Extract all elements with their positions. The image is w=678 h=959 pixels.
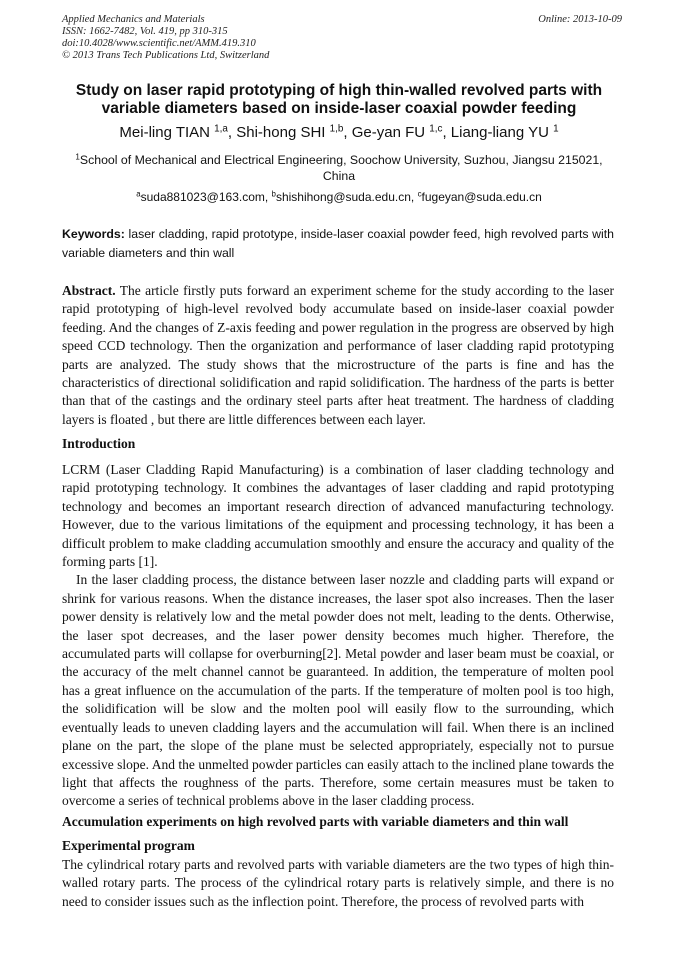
author: Ge-yan FU $^{1,c}$ <box>351 123 443 141</box>
affiliation: $^1$School of Mechanical and Electrical Engineering, Soochow University, Suzhou, Jiangsu 215021, China <box>75 152 603 183</box>
author: Mei-ling TIAN $^{1,a}$ <box>119 123 228 141</box>
experimental-program-body: The cylindrical rotary parts and revolved parts with variable diameters are the two types of high thin-walled rotary parts. The process of the cylindrical rotary parts is relatively simple, and there is no need to consider issues such as the inflection point. Therefore, the process of revolved parts with <box>62 857 614 909</box>
abstract <box>62 282 614 429</box>
paragraph: In the laser cladding process, the distance between laser nozzle and cladding parts will expand or shrink for various reasons. When the distance increases, the laser spot also increases. Then the laser power density is relatively low and the metal powder does not melt, leading to the dents. Otherwise, the laser spot decreases, and the laser power density becomes much higher. Therefore, the accumulated parts will collapse for overburning[2]. Metal powder and laser beam must be coaxial, or the accuracy of the melt channel cannot be guaranteed. In addition, the temperature of molten pool has a great influence on the accumulation of the parts. If the temperature of molten pool is too high, the solidification will be slow and the molten pool will easily flow to the surrounding, which eventually leads to uneven cladding layers and the accumulation will fail. When there is an inclined plane on the part, the slope of the plane must be selected appropriately, especially not to pursue excessive slope. And the unmelted powder particles can easily attach to the inclined plane towards the light that affects the roughness of the parts. Therefore, some certain measures must be taken to overcome a series of technical problems above in the laser cladding process. <box>62 572 614 809</box>
email: $^b$shishihong@suda.edu.cn <box>271 189 411 204</box>
paragraph: LCRM (Laser Cladding Rapid Manufacturing) is a combination of laser cladding technology and rapid prototyping technology. It combines the advantages of laser cladding and rapid prototyping technology and becomes an important research direction of advanced manufacturing technology. However, due to the various limitations of the equipment and processing technology, it has been a difficult problem to make cladding accumulation smoothly and ensure the accuracy and quality of the forming parts [1]. <box>62 462 614 570</box>
section-heading-accumulation: Accumulation experiments on high revolved parts with variable diameters and thin wall <box>62 814 569 829</box>
author: Liang-liang YU $^1$ <box>450 123 559 141</box>
online-date: Online: 2013-10-09 <box>538 14 622 25</box>
abstract-text: The article firstly puts forward an experiment scheme for the study according to the laser rapid prototyping of high-level revolved body accumulate based on inside-laser coaxial powder feeding. And the changes of Z-axis feeding and power regulation in the progress are observed by high speed CCD technology. Then the organization and performance of laser cladding rapid prototyping parts are analyzed. The study shows that the microstructure of the parts is fine and has the characteristics of directional solidification and rapid solidification. The hardness of the parts is better than that of the castings and the ordinary steel parts after heat treatment. The hardness of cladding layers is floated , but there are little differences between each layer. <box>62 283 614 427</box>
subsection-heading-experimental-program: Experimental program <box>62 838 195 853</box>
author: Shi-hong SHI $^{1,b}$ <box>236 123 344 141</box>
section-heading-introduction: Introduction <box>62 436 136 451</box>
author-list: Mei-ling TIAN $^{1,a}$, Shi-hong SHI $^{1,b}$, Ge-yan FU $^{1,c}$, Liang-liang YU $^1$ <box>119 123 559 141</box>
issn-line: ISSN: 1662-7482, Vol. 419, pp 310-315 <box>62 26 228 37</box>
publication-header <box>62 14 622 62</box>
introduction-body <box>62 461 614 811</box>
email: $^c$fugeyan@suda.edu.cn <box>417 189 542 204</box>
doi-line: doi:10.4028/www.scientific.net/AMM.419.310 <box>62 38 256 49</box>
copyright-line: © 2013 Trans Tech Publications Ltd, Switzerland <box>62 50 270 61</box>
keywords <box>62 225 614 263</box>
keywords-label: Keywords: <box>62 227 125 241</box>
journal-name: Applied Mechanics and Materials <box>62 14 205 25</box>
abstract-label: Abstract. <box>62 283 116 298</box>
keywords-text: laser cladding, rapid prototype, inside-laser coaxial powder feed, high revolved parts with variable diameters and thin wall <box>62 227 614 260</box>
paper-title: Study on laser rapid prototyping of high thin-walled revolved parts with variable diameters based on inside-laser coaxial powder feeding <box>75 82 603 117</box>
email: $^a$suda881023@163.com <box>136 189 265 204</box>
email-list: $^a$suda881023@163.com, $^b$shishihong@suda.edu.cn, $^c$fugeyan@suda.edu.cn <box>136 189 542 204</box>
